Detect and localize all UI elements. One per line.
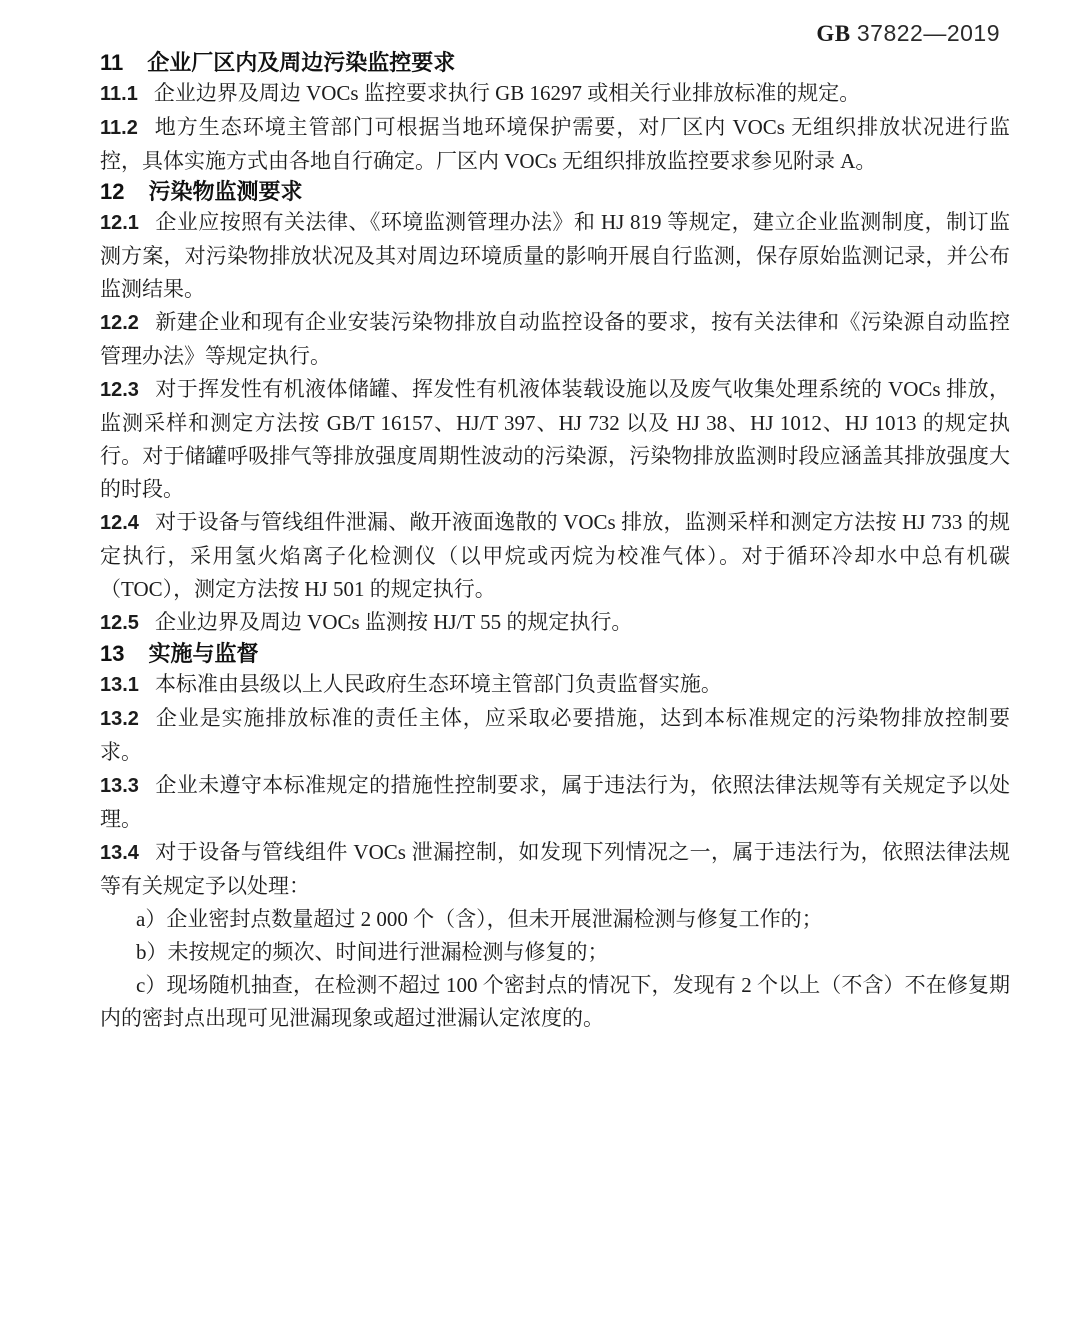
clause-13-3 (100, 769, 1010, 836)
clause-text: 地方生态环境主管部门可根据当地环境保护需要，对厂区内 VOCs 无组织排放状况进行监控，具体实施方式由各地自行确定。厂区内 VOCs 无组织排放监控要求参见附录 A。 (100, 115, 1010, 173)
clause-text: 对于挥发性有机液体储罐、挥发性有机液体装载设施以及废气收集处理系统的 VOCs 排放，监测采样和测定方法按 GB/T 16157、HJ/T 397、HJ 732 以及 HJ 38、HJ 1012、HJ 1013 的规定执行。对于储罐呼吸排气等排放强度周期性波动的污染源，污染物排放监测时段应涵盖其排放强度大的时段。 (100, 377, 1010, 501)
clause-number: 11.2 (100, 117, 138, 139)
clause-12-5 (100, 606, 1010, 640)
clause-number: 13.3 (100, 775, 139, 797)
clause-text: 本标准由县级以上人民政府生态环境主管部门负责监督实施。 (154, 672, 722, 696)
section-11-heading (100, 49, 1010, 77)
section-title: 实施与监督 (148, 641, 259, 666)
clause-13-4 (100, 836, 1010, 903)
list-item-c: c）现场随机抽查，在检测不超过 100 个密封点的情况下，发现有 2 个以上（不含）不在修复期内的密封点出现可见泄漏现象或超过泄漏认定浓度的。 (100, 973, 1010, 1030)
list-item-a: a）企业密封点数量超过 2 000 个（含），但未开展泄漏检测与修复工作的； (136, 907, 823, 931)
section-title: 污染物监测要求 (148, 179, 303, 204)
clause-12-4 (100, 506, 1010, 606)
clause-number: 11.1 (100, 83, 138, 105)
standard-number: 37822—2019 (856, 20, 1000, 46)
clause-11-1 (100, 77, 1010, 111)
clause-12-1 (100, 206, 1010, 306)
section-number: 13 (100, 641, 125, 666)
clause-text: 对于设备与管线组件泄漏、敞开液面逸散的 VOCs 排放，监测采样和测定方法按 HJ 733 的规定执行，采用氢火焰离子化检测仪（以甲烷或丙烷为校准气体）。对于循环冷却水中总有机碳（TOC），测定方法按 HJ 501 的规定执行。 (100, 510, 1010, 601)
clause-text: 新建企业和现有企业安装污染物排放自动监控设备的要求，按有关法律和《污染源自动监控管理办法》等规定执行。 (100, 310, 1010, 368)
section-12-heading (100, 178, 1010, 206)
standard-label: GB (816, 21, 851, 46)
clause-number: 13.2 (100, 708, 139, 730)
clause-13-1 (100, 668, 1010, 702)
clause-number: 12.1 (100, 212, 139, 234)
clause-text: 企业是实施排放标准的责任主体，应采取必要措施，达到本标准规定的污染物排放控制要求。 (100, 706, 1010, 764)
clause-number: 12.4 (100, 512, 139, 534)
clause-text: 对于设备与管线组件 VOCs 泄漏控制，如发现下列情况之一，属于违法行为，依照法律法规等有关规定予以处理： (100, 840, 1010, 898)
clause-number: 13.4 (100, 842, 139, 864)
section-number: 11 (100, 50, 124, 75)
clause-12-3 (100, 373, 1010, 506)
clause-text: 企业边界及周边 VOCs 监控要求执行 GB 16297 或相关行业排放标准的规定。 (153, 81, 861, 105)
standard-code-header (100, 18, 1010, 49)
clause-number: 12.2 (100, 312, 139, 334)
clause-11-2 (100, 111, 1010, 178)
section-title: 企业厂区内及周边污染监控要求 (147, 50, 456, 75)
list-item-b: b）未按规定的频次、时间进行泄漏检测与修复的； (136, 940, 609, 964)
section-13-heading (100, 640, 1010, 668)
clause-text: 企业边界及周边 VOCs 监测按 HJ/T 55 的规定执行。 (154, 610, 633, 634)
section-number: 12 (100, 179, 125, 204)
clause-text: 企业应按照有关法律、《环境监测管理办法》和 HJ 819 等规定，建立企业监测制度，制订监测方案，对污染物排放状况及其对周边环境质量的影响开展自行监测，保存原始监测记录，并公布监测结果。 (100, 210, 1010, 301)
clause-text: 企业未遵守本标准规定的措施性控制要求，属于违法行为，依照法律法规等有关规定予以处理。 (100, 773, 1010, 831)
clause-12-2 (100, 306, 1010, 373)
clause-13-2 (100, 702, 1010, 769)
clause-number: 12.5 (100, 612, 139, 634)
clause-number: 12.3 (100, 379, 139, 401)
clause-number: 13.1 (100, 674, 139, 696)
